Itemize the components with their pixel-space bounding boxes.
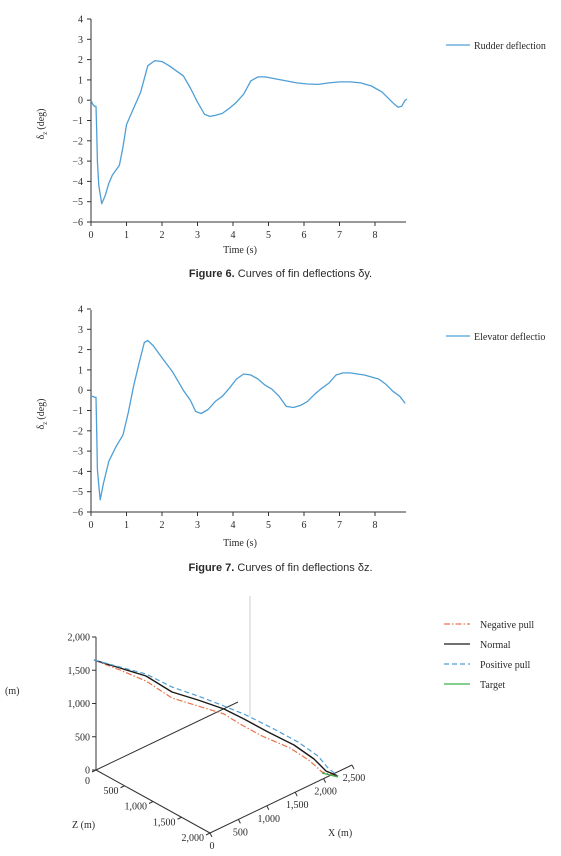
y-axis-subscript: z	[41, 131, 49, 135]
x-tick-label: 0	[88, 230, 94, 241]
x-tick-label: 8	[372, 230, 378, 241]
x-tick-label: 0	[209, 841, 215, 852]
x-tick	[295, 792, 297, 796]
y-tick-label: −3	[72, 156, 83, 168]
x-tick-label: 3	[195, 230, 200, 241]
legend-label: Positive pull	[480, 660, 531, 671]
y-tick-label: 0	[78, 385, 83, 397]
figure-7-caption-label: Figure 7.	[188, 562, 235, 574]
y-tick-label: 0	[78, 95, 83, 107]
z-tick-label: 0	[85, 776, 90, 787]
y-tick-label: 1,000	[67, 699, 90, 710]
x-tick-label: 5	[266, 230, 271, 241]
y-axis-symbol: δ	[36, 134, 47, 140]
z-tick-label: 2,000	[181, 833, 204, 844]
y-tick-label: −5	[72, 487, 83, 499]
z-tick-label: 500	[103, 785, 119, 797]
figure-7-caption-text: Curves of fin deflections δz.	[237, 562, 373, 574]
z-tick	[121, 786, 125, 788]
x-axis-back	[96, 702, 238, 770]
y-tick-label: −6	[72, 217, 83, 229]
x-axis-label: Time (s)	[223, 538, 257, 549]
y-tick-label: −4	[72, 176, 83, 188]
legend	[446, 332, 545, 343]
legend-label: Normal	[480, 640, 511, 651]
x-tick-label: 5	[266, 520, 271, 531]
y-tick-label: −2	[72, 136, 83, 148]
x-tick-label: 0	[88, 520, 94, 531]
figure-6-caption-label: Figure 6.	[188, 268, 235, 280]
x-tick	[238, 819, 240, 823]
y-tick-label: −1	[72, 116, 83, 127]
z-tick	[149, 802, 153, 804]
y-tick-label: 3	[78, 324, 83, 336]
x-tick-label: 6	[301, 520, 307, 531]
legend	[446, 41, 546, 52]
trajectories	[94, 660, 338, 777]
x-tick-label: 2,500	[342, 773, 366, 784]
x-tick-label: 2	[159, 230, 165, 241]
y-ticks	[72, 15, 91, 229]
y-axis-symbol: δ	[36, 424, 47, 430]
x-tick	[324, 779, 326, 783]
y-tick-label: −5	[72, 197, 83, 209]
y-ticks	[72, 305, 91, 519]
x-axis-label: X (m)	[328, 828, 353, 839]
y-tick-label: −3	[72, 446, 83, 458]
plot-area	[91, 341, 405, 500]
z-tick	[206, 833, 210, 835]
legend	[444, 620, 534, 691]
y-axis-label	[36, 399, 49, 430]
figure-8-3d-chart	[0, 596, 561, 856]
y-tick-label: 3	[78, 34, 83, 46]
x-tick-label: 500	[232, 827, 248, 839]
y-tick-label: 2	[78, 55, 83, 67]
y-axis-unit: (deg)	[36, 108, 47, 130]
x-tick-label: 1	[124, 230, 129, 241]
x-tick-label: 4	[230, 520, 236, 531]
x-tick-label: 8	[372, 520, 378, 531]
x-tick-label: 2	[159, 520, 165, 531]
y-tick-label: −2	[72, 426, 83, 438]
z-tick-label: 1,500	[153, 817, 176, 829]
x-tick-label: 4	[230, 230, 236, 241]
x-tick	[352, 765, 354, 769]
y-tick-label: 4	[78, 14, 83, 26]
x-tick-label: 3	[195, 520, 200, 531]
trajectory-line	[94, 660, 338, 776]
figure-6-chart	[0, 0, 561, 260]
y-tick-label: 2	[78, 345, 83, 357]
x-tick-label: 1	[124, 520, 129, 531]
x-tick-label: 1,500	[285, 800, 309, 812]
figure-6-caption-text: Curves of fin deflections δy.	[237, 268, 373, 280]
y-tick-label: 4	[78, 304, 83, 316]
x-tick-label: 2,000	[314, 786, 337, 798]
x-tick-label: 6	[301, 230, 307, 241]
z-tick-label: 1,000	[124, 801, 147, 813]
figure-7-caption	[0, 562, 561, 574]
x-axis-label: Time (s)	[223, 245, 257, 256]
z-tick	[178, 817, 182, 819]
x-ticks	[89, 222, 378, 241]
y-tick-label: −1	[72, 406, 83, 417]
x-tick-label: 7	[337, 520, 342, 531]
trajectory-line	[94, 660, 338, 776]
x-tick-label: 1,000	[257, 813, 281, 825]
y-axis-subscript: z	[41, 421, 49, 425]
figure-6-caption	[0, 268, 561, 280]
y-tick-label: 1	[78, 75, 83, 87]
figure-7-chart	[0, 290, 561, 550]
legend-label: Target	[480, 680, 506, 691]
legend-label: Negative pull	[480, 620, 535, 631]
legend-label: Rudder deflection	[474, 41, 546, 52]
y-axis-unit: (deg)	[36, 398, 47, 420]
x-tick	[210, 833, 212, 837]
y-tick-label: 1,500	[67, 665, 90, 677]
y-tick-label: 0	[85, 765, 90, 777]
x-tick	[267, 806, 269, 810]
plot-area	[91, 61, 407, 204]
y-tick-label: 2,000	[67, 632, 90, 644]
x-tick-label: 7	[337, 230, 342, 241]
y-axis-label	[36, 109, 49, 140]
y-tick-label: −6	[72, 507, 83, 519]
y-axis-label: (m)	[5, 686, 20, 697]
z-axis-label: Z (m)	[72, 820, 96, 831]
legend-label: Elevator deflectio	[474, 332, 546, 343]
y-tick-label: 500	[75, 732, 90, 744]
y-tick-label: −4	[72, 466, 83, 478]
trajectory-line	[94, 660, 338, 776]
y-tick-label: 1	[78, 365, 83, 377]
x-ticks	[89, 512, 378, 531]
series-line	[91, 341, 405, 500]
series-line	[91, 61, 407, 204]
